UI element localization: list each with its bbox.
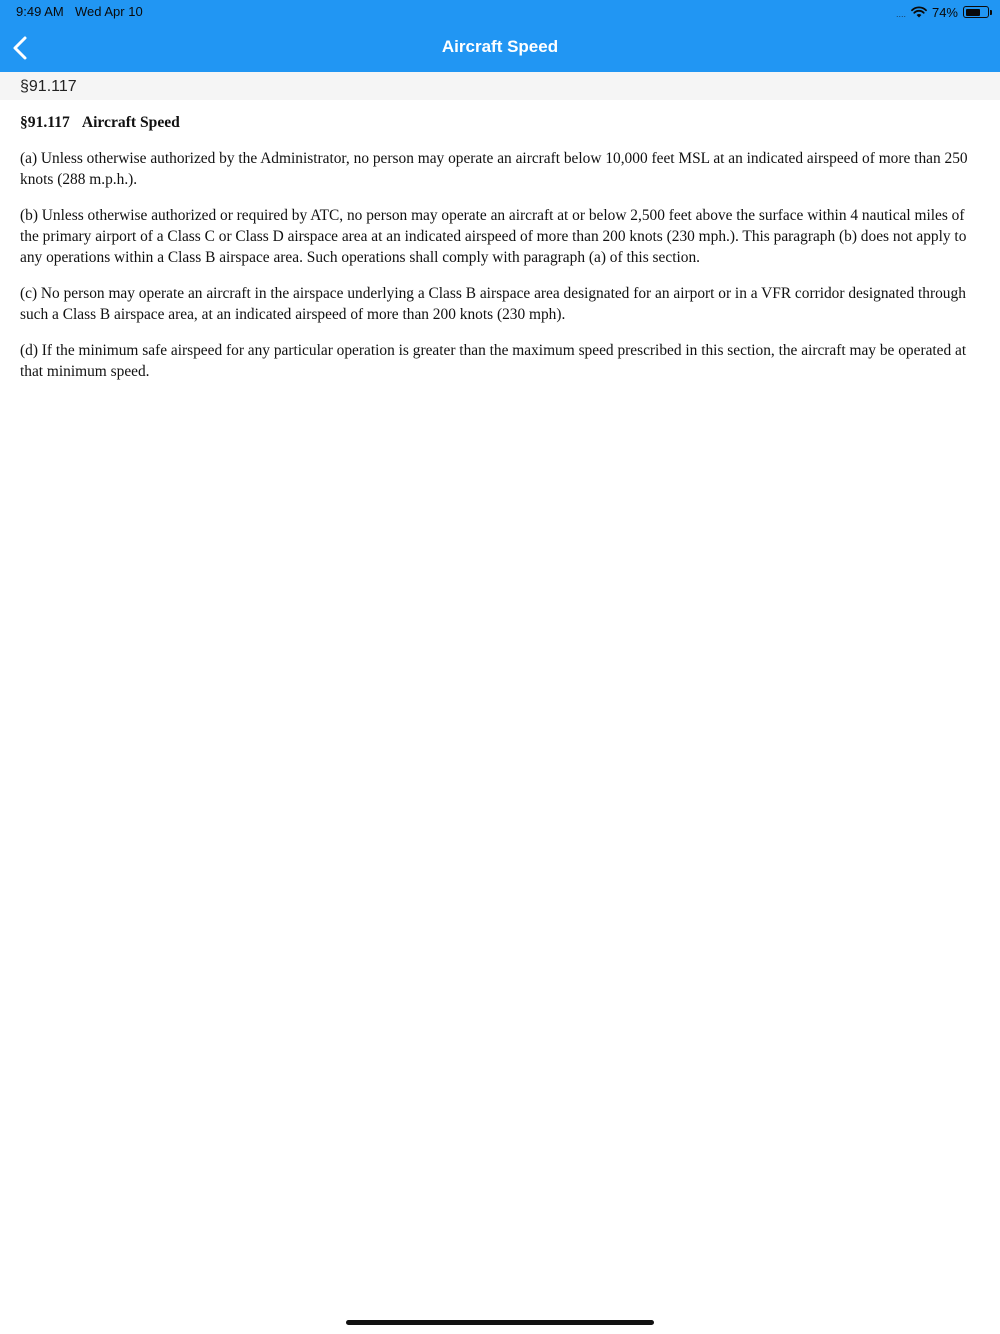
status-date: Wed Apr 10	[75, 4, 143, 19]
document-heading	[20, 112, 984, 133]
paragraph-a: (a) Unless otherwise authorized by the Administrator, no person may operate an aircraft below 10,000 feet MSL at an indicated airspeed of more than 250 knots (288 m.p.h.).	[20, 150, 968, 188]
home-indicator[interactable]	[346, 1320, 654, 1325]
paragraph-c: (c) No person may operate an aircraft in the airspace underlying a Class B airspace area designated for an airport or in a VFR corridor designated through such a Class B airspace area, at an indicated airspeed of more than 200 knots (230 mph).	[20, 285, 966, 323]
battery-level-fill	[966, 9, 981, 16]
document-content	[20, 112, 984, 397]
heading-title: Aircraft Speed	[81, 114, 180, 131]
status-indicators	[896, 3, 992, 21]
section-header	[0, 72, 1000, 100]
section-header-label: §91.117	[20, 78, 77, 95]
status-bar	[0, 0, 1000, 24]
battery-icon	[963, 6, 989, 18]
wifi-icon	[911, 6, 927, 18]
cellular-signal-icon: ....	[895, 8, 906, 19]
paragraph-d: (d) If the minimum safe airspeed for any particular operation is greater than the maximum speed prescribed in this section, the aircraft may be operated at that minimum speed.	[20, 342, 967, 380]
battery-nub	[990, 10, 992, 15]
page-title: Aircraft Speed	[441, 37, 559, 56]
top-bar	[0, 0, 1000, 72]
battery-percent: 74%	[931, 4, 958, 20]
status-time: 9:49 AM	[16, 4, 64, 19]
navigation-bar	[0, 24, 1000, 72]
paragraph-b: (b) Unless otherwise authorized or required by ATC, no person may operate an aircraft at or below 2,500 feet above the surface within 4 nautical miles of the primary airport of a Class C or Class D airspace area at an indicated airspeed of more than 200 knots (230 mph.). This paragraph (b) does not apply to any operations within a Class B airspace area. Such operations shall comply with paragraph (a) of this section.	[20, 207, 967, 266]
heading-number: §91.117	[20, 114, 70, 131]
